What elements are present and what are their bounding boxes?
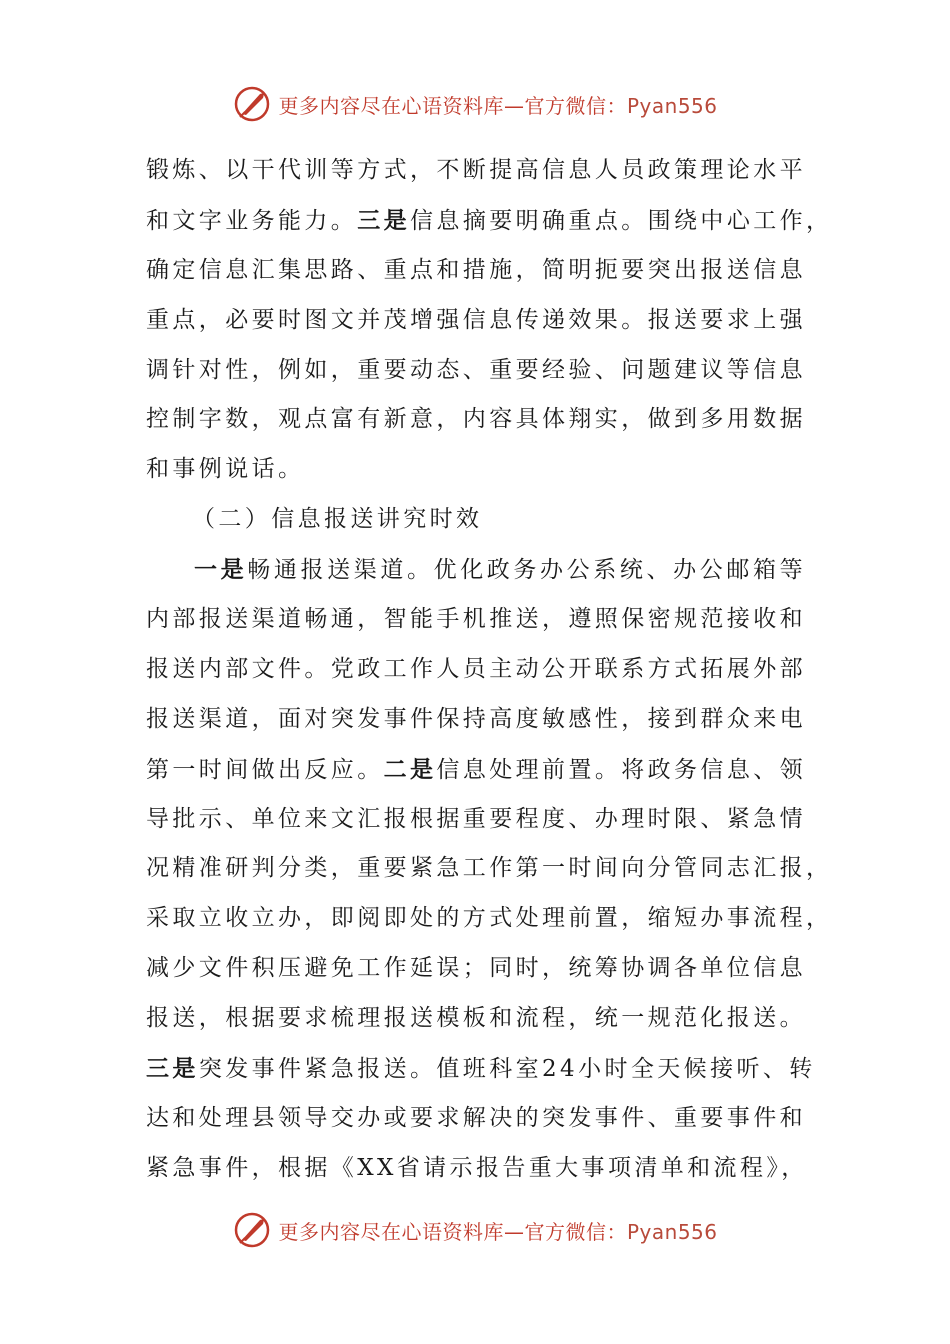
text-line: 报送，根据要求梳理报送模板和流程，统一规范化报送。 — [146, 1005, 806, 1032]
document-body — [146, 146, 833, 1194]
watermark-text: 更多内容尽在心语资料库—官方微信：Pyan556 — [278, 93, 718, 118]
quill-logo-icon — [232, 1210, 272, 1250]
text-line: 况精准研判分类，重要紧急工作第一时间向分管同志汇报， — [146, 855, 833, 882]
text-line: 锻炼、以干代训等方式，不断提高信息人员政策理论水平 — [146, 157, 806, 183]
text-line: 报送渠道，面对突发事件保持高度敏感性，接到群众来电 — [146, 705, 806, 732]
text-line: 报送内部文件。党政工作人员主动公开联系方式拓展外部 — [146, 655, 806, 682]
text-line: 调针对性，例如，重要动态、重要经验、问题建议等信息 — [146, 356, 806, 383]
text-line: 和事例说话。 — [146, 456, 305, 483]
watermark-text: 更多内容尽在心语资料库—官方微信：Pyan556 — [278, 1219, 718, 1244]
footer-watermark-banner — [0, 1208, 950, 1252]
text-line: 一是畅通报送渠道。优化政务办公系统、办公邮箱等 — [194, 556, 806, 584]
text-line: 减少文件积压避免工作延误；同时，统筹协调各单位信息 — [146, 955, 806, 982]
text-line: 第一时间做出反应。二是信息处理前置。将政务信息、领 — [146, 755, 807, 783]
quill-logo-icon — [232, 84, 272, 124]
text-line: 采取立收立办，即阅即处的方式处理前置，缩短办事流程， — [146, 905, 833, 932]
text-line: 控制字数，观点富有新意，内容具体翔实，做到多用数据 — [146, 406, 806, 433]
text-line: 内部报送渠道畅通，智能手机推送，遵照保密规范接收和 — [146, 606, 806, 633]
text-line: 导批示、单位来文汇报根据重要程度、办理时限、紧急情 — [146, 805, 806, 832]
text-line: 达和处理县领导交办或要求解决的突发事件、重要事件和 — [146, 1104, 806, 1131]
text-line: 三是突发事件紧急报送。值班科室24小时全天候接听、转 — [146, 1055, 816, 1083]
text-line: 和文字业务能力。三是信息摘要明确重点。围绕中心工作， — [146, 206, 833, 234]
text-line: 重点，必要时图文并茂增强信息传递效果。报送要求上强 — [146, 306, 806, 333]
section-subheading: （二）信息报送讲究时效 — [192, 506, 483, 533]
text-line: 紧急事件，根据《XX省请示报告重大事项清单和流程》， — [146, 1154, 808, 1181]
header-watermark-banner — [0, 82, 950, 126]
text-line: 确定信息汇集思路、重点和措施，简明扼要突出报送信息 — [146, 256, 806, 283]
